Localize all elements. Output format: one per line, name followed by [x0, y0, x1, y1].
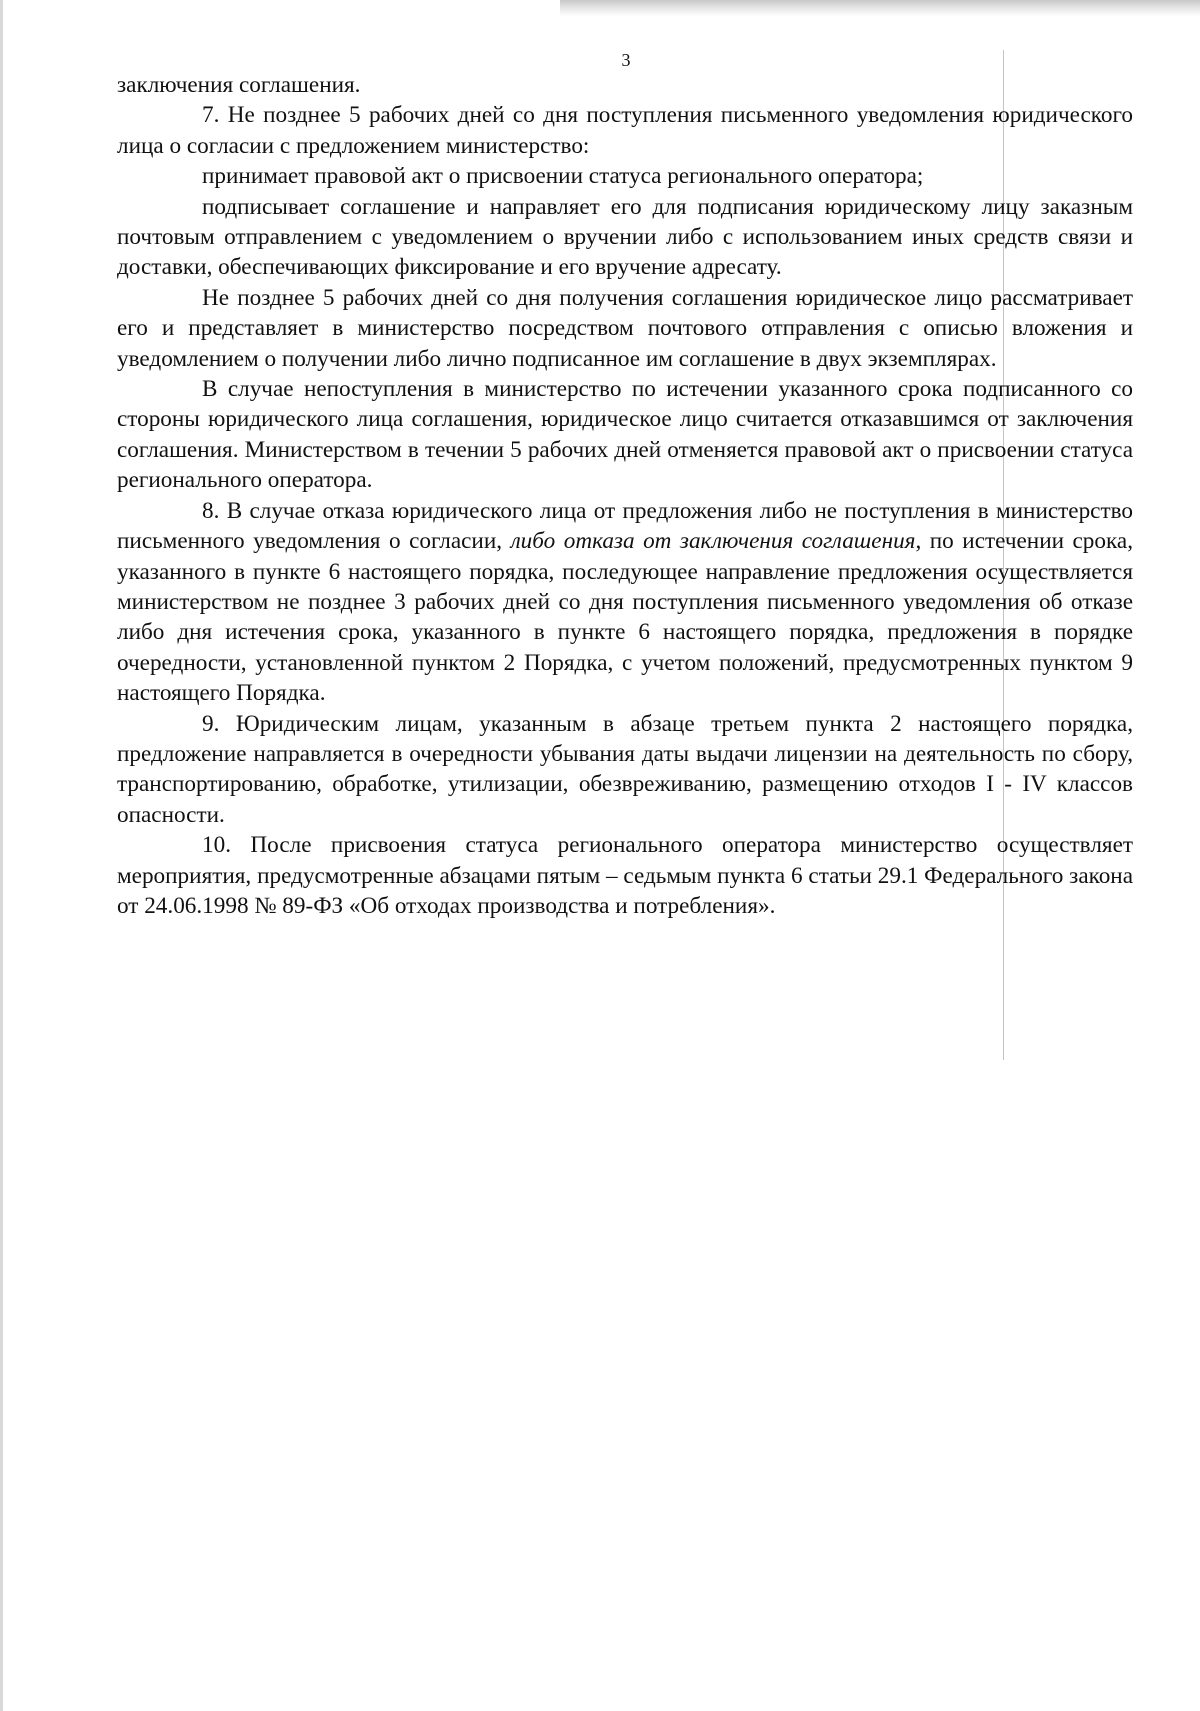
paragraph-item-7: 7. Не позднее 5 рабочих дней со дня поступления письменного уведомления юридического лица о согласии с предложением министерство: [117, 102, 1133, 159]
paragraph-item-10: 10. После присвоения статуса регионального оператора министерство осуществляет мероприятия, предусмотренные абзацами пятым – седьмым пункта 6 статьи 29.1 Федерального закона от 24.06.1998 № 89-ФЗ «Об отходах производства и потребления». [117, 832, 1133, 919]
scan-edge-shadow [560, 0, 1200, 16]
paragraph-item-8-part-1: 8. В случае отказа юридического лица от предложения либо не поступления в министерство письменного уведомления о согласии, [117, 497, 1133, 555]
paragraph-item-7-sub-2: подписывает соглашение и направляет его для подписания юридическому лицу заказным почтовым отправлением с уведомлением о вручении либо с использованием иных средств связи и доставки, обеспечивающих фиксирование и его вручение адресату. [117, 193, 1133, 281]
paragraph-item-8-italic: либо отказа от заключения соглашения [510, 528, 916, 555]
paragraph-continuation: заключения соглашения. [117, 72, 361, 98]
paragraph-item-8 [117, 496, 1133, 709]
paragraph-item-7-sub-4: В случае непоступления в министерство по истечении указанного срока подписанного со стороны юридического лица соглашения, юридическое лицо считается отказавшимся от заключения соглашения. Министерством в течении 5 рабочих дней отменяется правовой акт о присвоении статуса регионального оператора. [117, 376, 1133, 494]
paragraph-item-8-part-2: , по истечении срока, указанного в пункте 6 настоящего порядка, последующее направление предложения осуществляется министерством не позднее 3 рабочих дней со дня поступления письменного уведомления об отказе либо дня истечения срока, указанного в пункте 6 настоящего порядка, предложения в порядке очередности, установленной пунктом 2 Порядка, с учетом положений, предусмотренных пунктом 9 настоящего Порядка. [117, 528, 1133, 707]
paragraph-item-9: 9. Юридическим лицам, указанным в абзаце третьем пункта 2 настоящего порядка, предложение направляется в очередности убывания даты выдачи лицензии на деятельность по сбору, транспортированию, обработке, утилизации, обезвреживанию, размещению отходов I - IV классов опасности. [117, 710, 1133, 828]
scan-left-edge [0, 0, 3, 1711]
page-number: 3 [621, 50, 631, 70]
paragraph-item-7-sub-1: принимает правовой акт о присвоении статуса регионального оператора; [202, 163, 924, 190]
paragraph-item-7-sub-3: Не позднее 5 рабочих дней со дня получения соглашения юридическое лицо рассматривает его и представляет в министерство посредством почтового отправления с описью вложения и уведомлением о получении либо лично подписанное им соглашение в двух экземплярах. [117, 284, 1133, 372]
document-body [117, 70, 1133, 921]
